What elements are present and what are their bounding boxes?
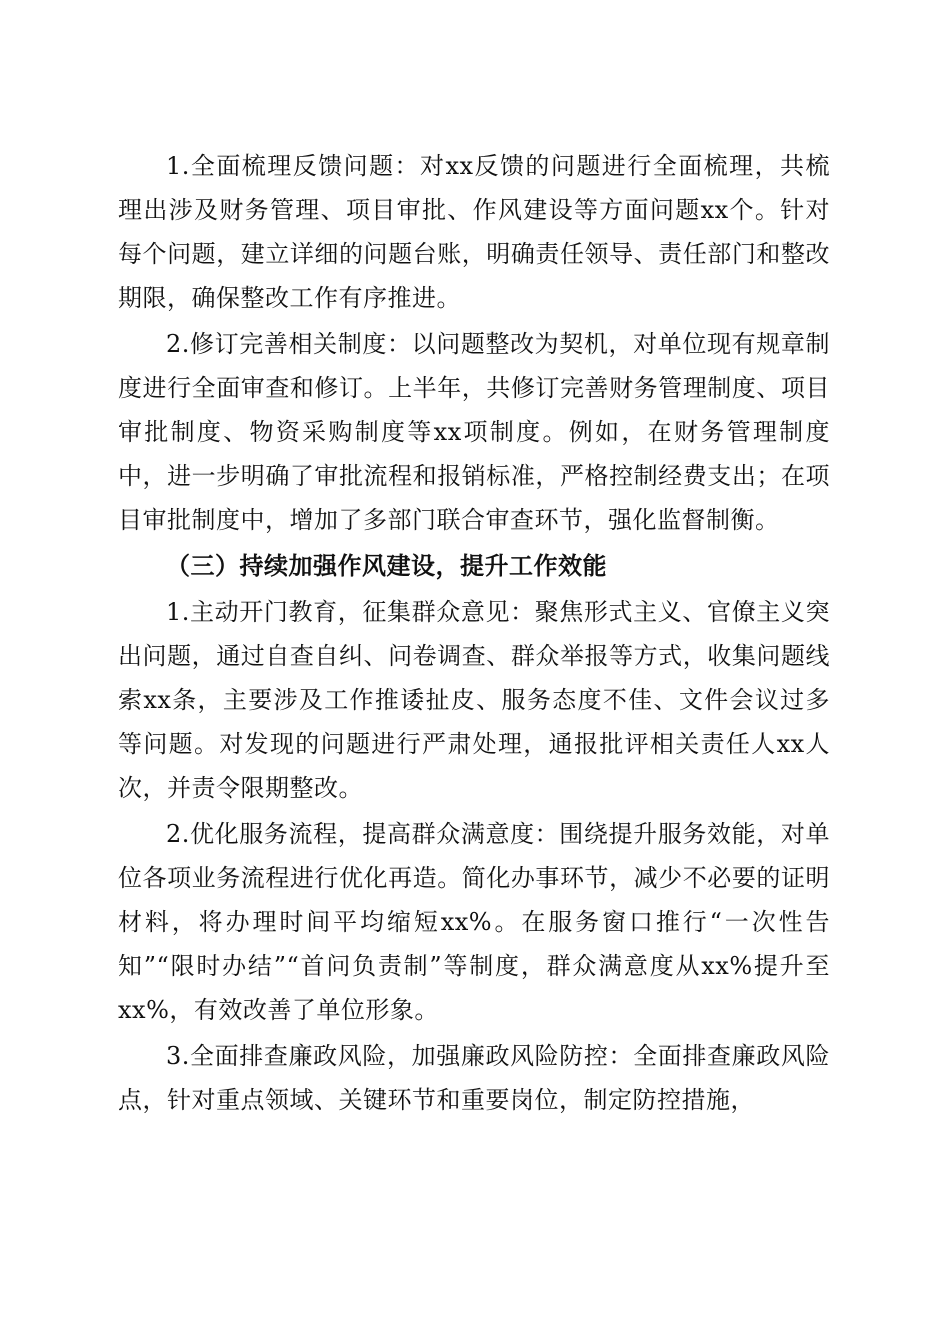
paragraph-revise-rules: 2.修订完善相关制度：以问题整改为契机，对单位现有规章制度进行全面审查和修订。上半年，共修订完善财务管理制度、项目审批制度、物资采购制度等xx项制度。例如，在财务管理制度中，进一步明确了审批流程和报销标准，严格控制经费支出；在项目审批制度中，增加了多部门联合审查环节，强化监督制衡。 (118, 330, 830, 534)
paragraph-integrity-risk: 3.全面排查廉政风险，加强廉政风险防控：全面排查廉政风险点，针对重点领域、关键环节和重要岗位，制定防控措施， (118, 1042, 830, 1114)
paragraph-open-education: 1.主动开门教育，征集群众意见：聚焦形式主义、官僚主义突出问题，通过自查自纠、问卷调查、群众举报等方式，收集问题线索xx条，主要涉及工作推诿扯皮、服务态度不佳、文件会议过多等问题。对发现的问题进行严肃处理，通报批评相关责任人xx人次，并责令限期整改。 (118, 598, 830, 802)
section-heading-work-style: （三）持续加强作风建设，提升工作效能 (166, 551, 607, 580)
paragraph-review-feedback: 1.全面梳理反馈问题：对xx反馈的问题进行全面梳理，共梳理出涉及财务管理、项目审批、作风建设等方面问题xx个。针对每个问题，建立详细的问题台账，明确责任领导、责任部门和整改期限，确保整改工作有序推进。 (118, 152, 830, 312)
paragraph-optimize-service: 2.优化服务流程，提高群众满意度：围绕提升服务效能，对单位各项业务流程进行优化再造。简化办事环节，减少不必要的证明材料，将办理时间平均缩短xx%。在服务窗口推行“一次性告知”“限时办结”“首问负责制”等制度，群众满意度从xx%提升至xx%，有效改善了单位形象。 (118, 820, 830, 1024)
document-page (118, 144, 830, 1124)
